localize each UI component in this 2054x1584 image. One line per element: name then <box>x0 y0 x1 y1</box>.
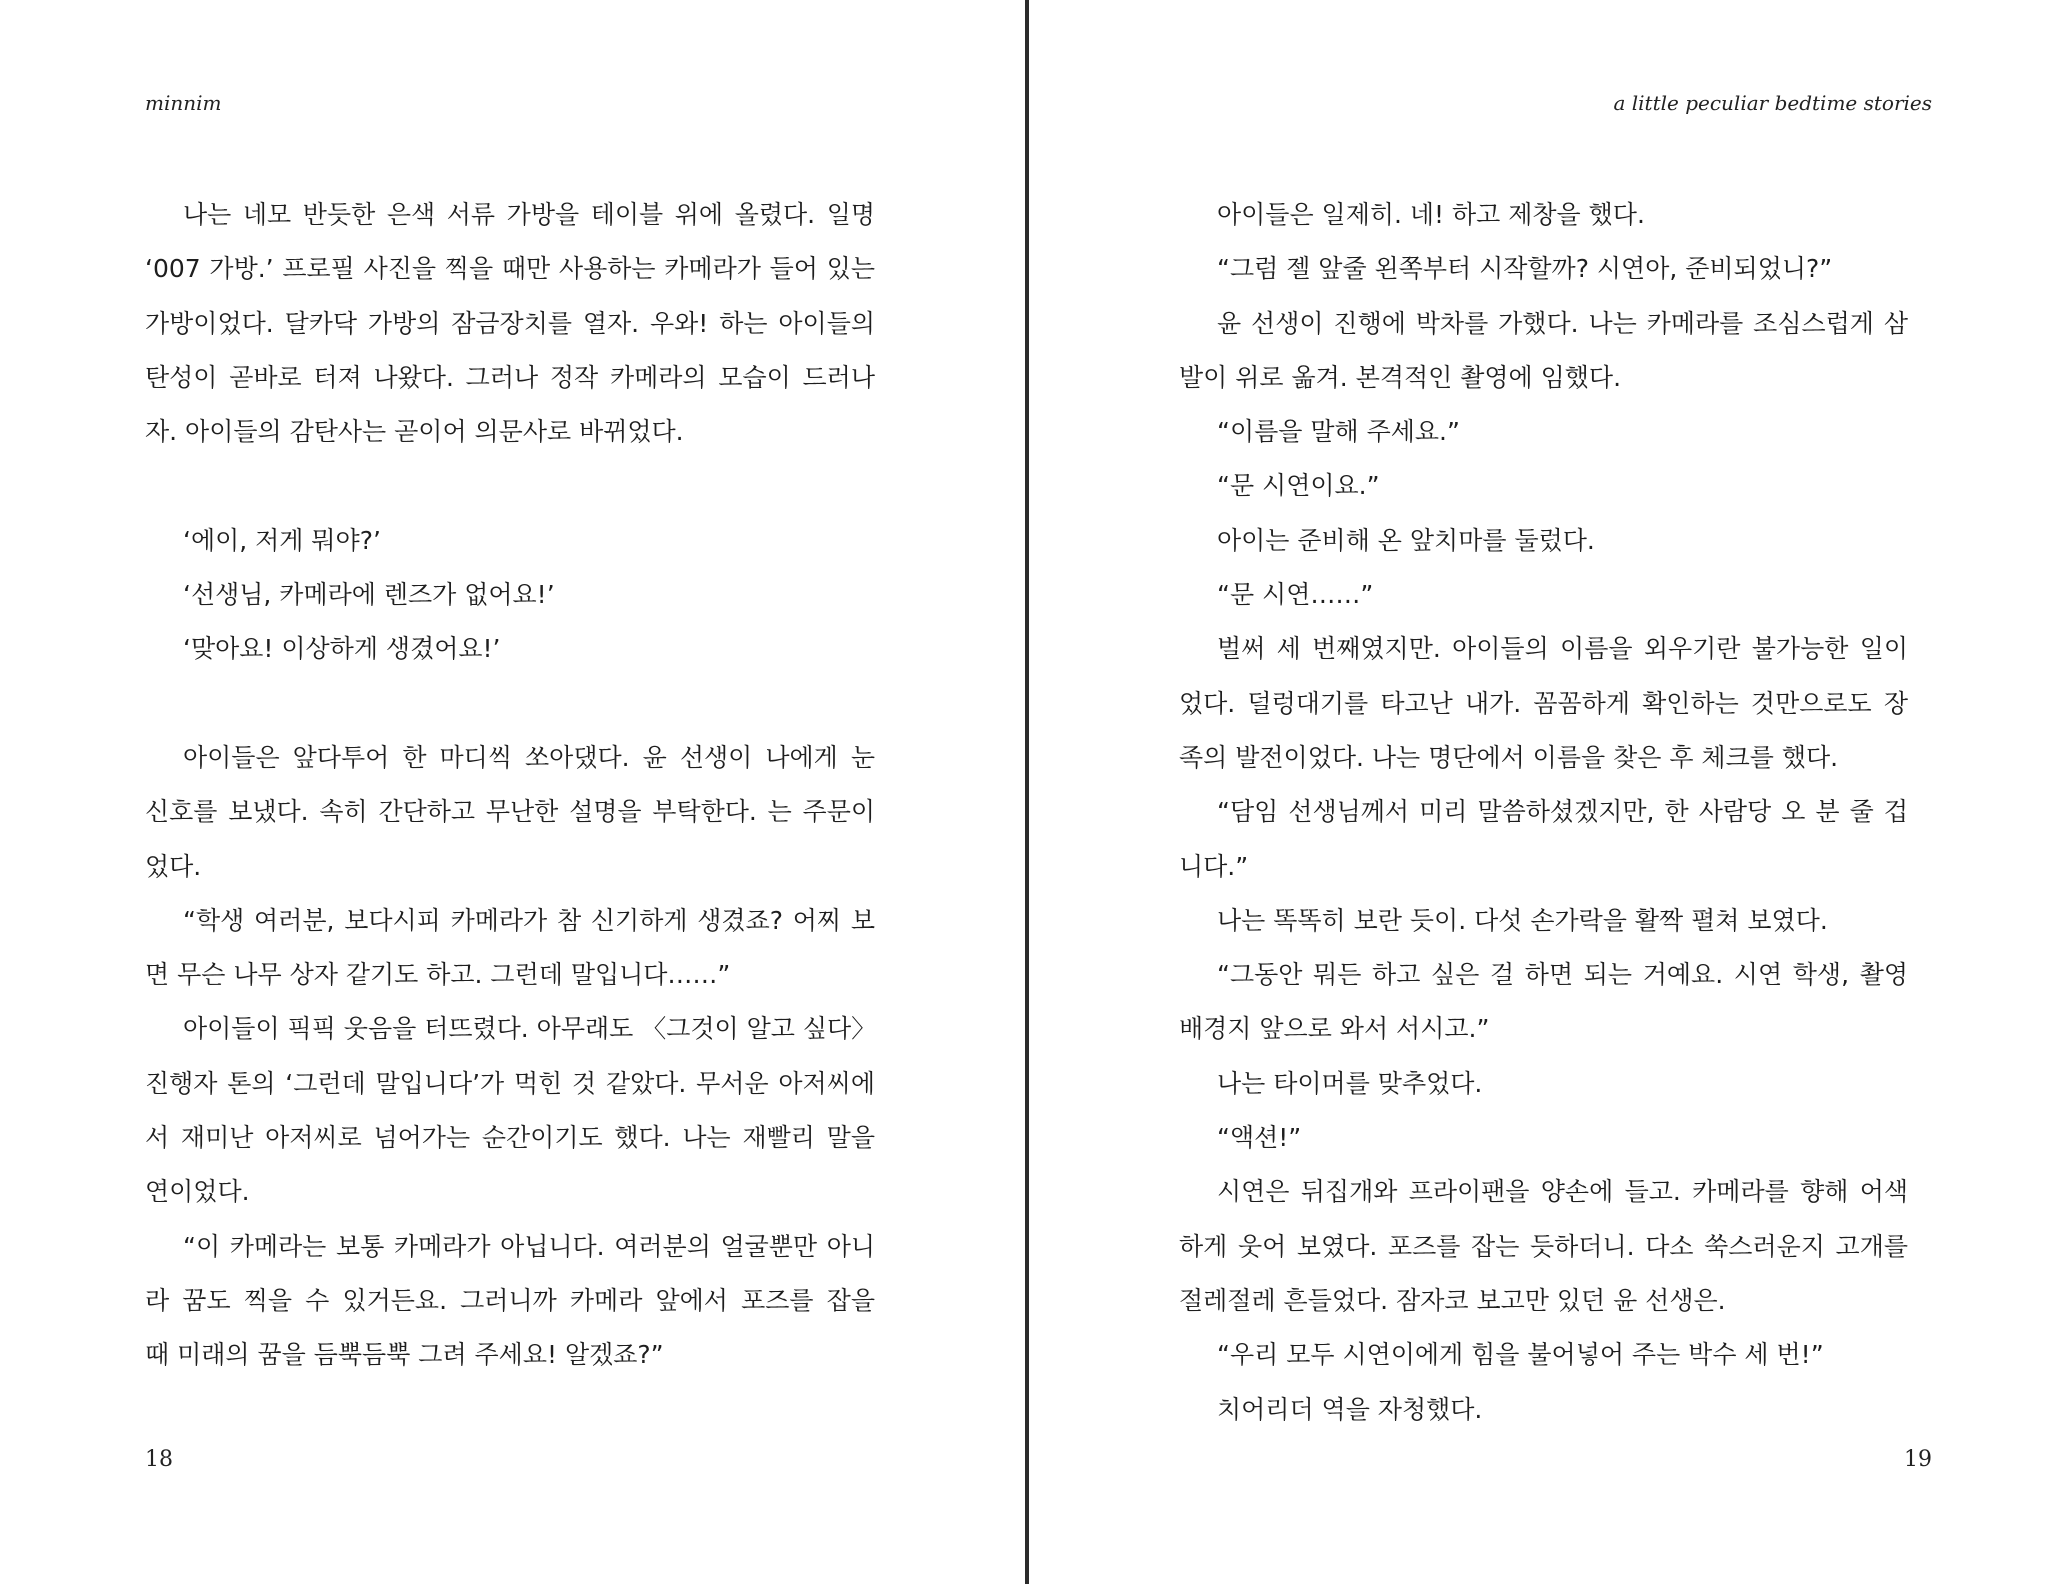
left-body-text <box>145 188 875 1383</box>
text-line: 진행자 톤의 ‘그런데 말입니다’가 먹힌 것 같았다. 무서운 아저씨에 <box>145 1068 875 1098</box>
text-line: 아이들은 앞다투어 한 마디씩 쏘아댔다. 윤 선생이 나에게 눈 <box>183 742 875 772</box>
text-line: 발이 위로 옮겨. 본격적인 촬영에 임했다. <box>1179 362 1622 392</box>
text-line: “문 시연이요.” <box>1217 471 1380 501</box>
text-line: “학생 여러분, 보다시피 카메라가 참 신기하게 생겼죠? 어찌 보 <box>183 905 875 935</box>
text-line: 었다. <box>145 851 202 881</box>
text-line: “이 카메라는 보통 카메라가 아닙니다. 여러분의 얼굴뿐만 아니 <box>183 1231 875 1261</box>
text-line: ‘선생님, 카메라에 렌즈가 없어요!’ <box>183 580 555 610</box>
text-line: 아이는 준비해 온 앞치마를 둘렀다. <box>1217 525 1595 555</box>
page-number-right: 19 <box>1904 1447 1932 1472</box>
text-line: 니다.” <box>1179 851 1249 881</box>
text-line: 절레절레 흔들었다. 잠자코 보고만 있던 윤 선생은. <box>1179 1285 1726 1315</box>
running-head-author: minnim <box>145 91 222 115</box>
text-line: 때 미래의 꿈을 듬뿍듬뿍 그려 주세요! 알겠죠?” <box>145 1340 664 1370</box>
text-line: 자. 아이들의 감탄사는 곧이어 의문사로 바뀌었다. <box>145 417 684 447</box>
text-line: ‘007 가방.’ 프로필 사진을 찍을 때만 사용하는 카메라가 들어 있는 <box>145 254 875 284</box>
text-line: 신호를 보냈다. 속히 간단하고 무난한 설명을 부탁한다. 는 주문이 <box>145 797 875 827</box>
text-line: 나는 똑똑히 보란 듯이. 다섯 손가락을 활짝 펼쳐 보였다. <box>1217 905 1828 935</box>
text-line: 족의 발전이었다. 나는 명단에서 이름을 찾은 후 체크를 했다. <box>1179 742 1839 772</box>
text-line: 윤 선생이 진행에 박차를 가했다. 나는 카메라를 조심스럽게 삼 <box>1217 308 1908 338</box>
page-number-left: 18 <box>145 1447 173 1472</box>
text-line: “그동안 뭐든 하고 싶은 걸 하면 되는 거예요. 시연 학생, 촬영 <box>1217 960 1908 990</box>
text-line: 배경지 앞으로 와서 서시고.” <box>1179 1014 1490 1044</box>
running-head-title: a little peculiar bedtime stories <box>1613 91 1932 115</box>
text-line: 아이들이 픽픽 웃음을 터뜨렸다. 아무래도 〈그것이 알고 싶다〉 <box>183 1014 877 1044</box>
text-line: “그럼 젤 앞줄 왼쪽부터 시작할까? 시연아, 준비되었니?” <box>1217 254 1833 284</box>
text-line: 나는 네모 반듯한 은색 서류 가방을 테이블 위에 올렸다. 일명 <box>183 200 875 229</box>
text-line: 아이들은 일제히. 네! 하고 제창을 했다. <box>1217 200 1645 229</box>
text-line: “이름을 말해 주세요.” <box>1217 417 1460 447</box>
text-line: “문 시연……” <box>1217 580 1374 610</box>
text-line: 었다. 덜렁대기를 타고난 내가. 꼼꼼하게 확인하는 것만으로도 장 <box>1179 688 1908 718</box>
gutter-divider <box>1025 0 1029 1584</box>
text-line: 치어리더 역을 자청했다. <box>1217 1394 1483 1424</box>
text-line: 시연은 뒤집개와 프라이팬을 양손에 들고. 카메라를 향해 어색 <box>1217 1177 1908 1207</box>
paragraph-break <box>145 677 875 731</box>
text-line: “우리 모두 시연이에게 힘을 불어넣어 주는 박수 세 번!” <box>1217 1340 1824 1370</box>
right-body-text <box>1179 188 1908 1437</box>
text-line: 면 무슨 나무 상자 같기도 하고. 그런데 말입니다……” <box>145 960 731 990</box>
right-page <box>1031 0 2054 1584</box>
text-line: “액션!” <box>1217 1123 1302 1153</box>
text-line: ‘에이, 저게 뭐야?’ <box>183 525 381 555</box>
paragraph-break <box>145 459 875 513</box>
text-line: 가방이었다. 달카닥 가방의 잠금장치를 열자. 우와! 하는 아이들의 <box>145 308 875 338</box>
text-line: 나는 타이머를 맞추었다. <box>1217 1068 1483 1098</box>
text-line: “담임 선생님께서 미리 말씀하셨겠지만, 한 사람당 오 분 줄 겁 <box>1217 797 1908 827</box>
text-line: ‘맞아요! 이상하게 생겼어요!’ <box>183 634 501 664</box>
text-line: 서 재미난 아저씨로 넘어가는 순간이기도 했다. 나는 재빨리 말을 <box>145 1123 875 1153</box>
text-line: 연이었다. <box>145 1177 250 1207</box>
text-line: 라 꿈도 찍을 수 있거든요. 그러니까 카메라 앞에서 포즈를 잡을 <box>145 1285 875 1315</box>
text-line: 탄성이 곧바로 터져 나왔다. 그러나 정작 카메라의 모습이 드러나 <box>145 362 875 392</box>
text-line: 벌써 세 번째였지만. 아이들의 이름을 외우기란 불가능한 일이 <box>1217 634 1908 664</box>
text-line: 하게 웃어 보였다. 포즈를 잡는 듯하더니. 다소 쑥스러운지 고개를 <box>1179 1231 1908 1261</box>
